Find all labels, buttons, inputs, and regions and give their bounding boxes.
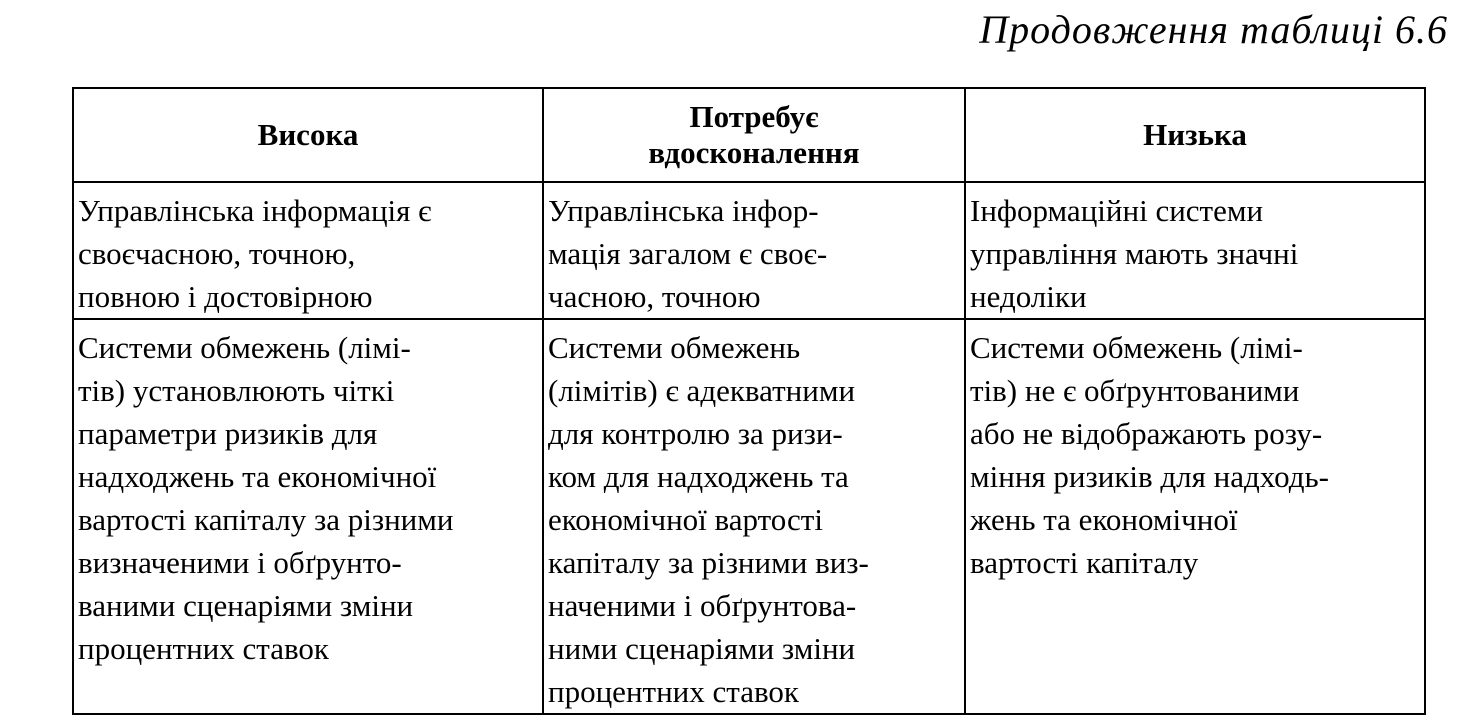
table xyxy=(72,87,1426,715)
header-high: Висока xyxy=(73,88,543,182)
cell-low-info: Інформаційні системи управління мають значні недоліки xyxy=(965,182,1425,319)
cell-high-limits: Системи обмежень (лімі- тів) установлюють чіткі параметри ризиків для надходжень та економічної вартості капіталу за різними визначеними і обґрунто- ваними сценаріями зміни процентних ставок xyxy=(73,319,543,714)
table-header-row xyxy=(73,88,1425,182)
cell-low-limits: Системи обмежень (лімі- тів) не є обґрунтованими або не відображають розу- міння ризиків для надходь- жень та економічної вартості капіталу xyxy=(965,319,1425,714)
cell-needs-improvement-info: Управлінська інфор- мація загалом є своє- часною, точною xyxy=(543,182,965,319)
header-needs-improvement: Потребує вдосконалення xyxy=(543,88,965,182)
table-row xyxy=(73,182,1425,319)
risk-assessment-table xyxy=(72,87,1424,709)
cell-high-info: Управлінська інформація є своєчасною, точною, повною і достовірною xyxy=(73,182,543,319)
table-row xyxy=(73,319,1425,714)
cell-needs-improvement-limits: Системи обмежень (лімітів) є адекватними для контролю за ризи- ком для надходжень та економічної вартості капіталу за різними виз- наченими і обґрунтова- ними сценаріями зміни процентних ставок xyxy=(543,319,965,714)
table-caption: Продовження таблиці 6.6 xyxy=(979,7,1448,52)
header-low: Низька xyxy=(965,88,1425,182)
